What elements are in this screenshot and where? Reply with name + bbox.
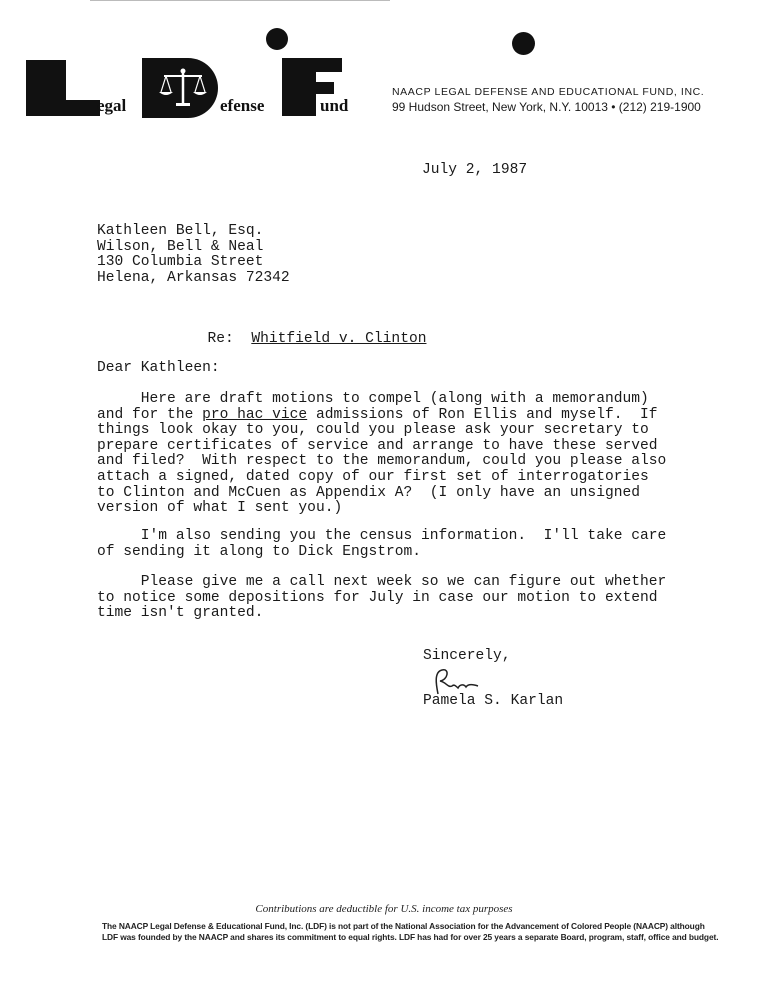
- logo-dot-left: [266, 28, 288, 50]
- paragraph-1: [97, 392, 666, 517]
- recipient-line: 130 Columbia Street: [97, 254, 264, 271]
- recipient-line: Kathleen Bell, Esq.: [97, 223, 264, 239]
- paragraph-line: to notice some depositions for July in case our motion to extend: [97, 589, 658, 606]
- org-name: NAACP LEGAL DEFENSE AND EDUCATIONAL FUND, INC.: [392, 86, 705, 98]
- footer-disclaimer-line-2: LDF was founded by the NAACP and shares its commitment to equal rights. LDF has had for over 25 years a separate Board, program, staff, office and budget.: [102, 932, 719, 942]
- paragraph-line: time isn't granted.: [97, 605, 264, 622]
- logo-word-fund: und: [320, 96, 349, 115]
- paragraph-line: of sending it along to Dick Engstrom.: [97, 543, 422, 560]
- paragraph-line: Here are draft motions to compel (along with a memorandum): [97, 391, 649, 407]
- logo-l-foot: [26, 100, 100, 116]
- paragraph-line: and filed? With respect to the memorandum, could you please also: [97, 453, 667, 470]
- logo-word-legal: egal: [97, 96, 127, 115]
- recipient-address: [97, 224, 290, 286]
- paragraph-3: [97, 575, 666, 622]
- footer-disclaimer-line-1: The NAACP Legal Defense & Educational Fund, Inc. (LDF) is not part of the National Association for the Advancement of Colored People (NAACP) although: [102, 921, 705, 931]
- re-line: [190, 316, 426, 347]
- logo-f-top: [282, 58, 342, 72]
- paragraph-line: [97, 408, 666, 424]
- org-address: 99 Hudson Street, New York, N.Y. 10013 • (212) 219-1900: [392, 100, 701, 114]
- paragraph-text: and for the: [97, 406, 203, 423]
- logo-f-mid: [282, 82, 334, 94]
- pro-hac-vice-text: pro hac vice: [202, 406, 308, 423]
- paragraph-line: version of what I sent you.): [97, 500, 343, 517]
- recipient-line: Helena, Arkansas 72342: [97, 269, 290, 286]
- letter-date: July 2, 1987: [422, 162, 528, 178]
- paragraph-line: Please give me a call next week so we can figure out whether: [97, 574, 667, 590]
- paragraph-line: I'm also sending you the census information. I'll take care: [97, 528, 667, 544]
- paragraph-line: attach a signed, dated copy of our first set of interrogatories: [97, 468, 649, 485]
- footer-tax-note: Contributions are deductible for U.S. income tax purposes: [255, 903, 513, 915]
- scales-of-justice-icon: [158, 66, 208, 110]
- paragraph-line: things look okay to you, could you please ask your secretary to: [97, 422, 649, 439]
- logo-word-defense: efense: [220, 96, 265, 115]
- salutation: Dear Kathleen:: [97, 360, 220, 376]
- paragraph-line: prepare certificates of service and arrange to have these served: [97, 437, 658, 454]
- recipient-line: Wilson, Bell & Neal: [97, 238, 264, 255]
- re-subject: Whitfield v. Clinton: [251, 330, 427, 347]
- signer-name: Pamela S. Karlan: [423, 693, 564, 709]
- paragraph-line: to Clinton and McCuen as Appendix A? (I only have an unsigned: [97, 484, 640, 501]
- ldf-logo: [24, 28, 374, 120]
- top-rule: [90, 0, 390, 1]
- paragraph-text: admissions of Ron Ellis and myself. If: [307, 406, 658, 423]
- re-label: Re:: [207, 330, 234, 347]
- letterhead-dot-right: [512, 32, 535, 55]
- closing: Sincerely,: [423, 648, 511, 664]
- paragraph-2: [97, 529, 666, 560]
